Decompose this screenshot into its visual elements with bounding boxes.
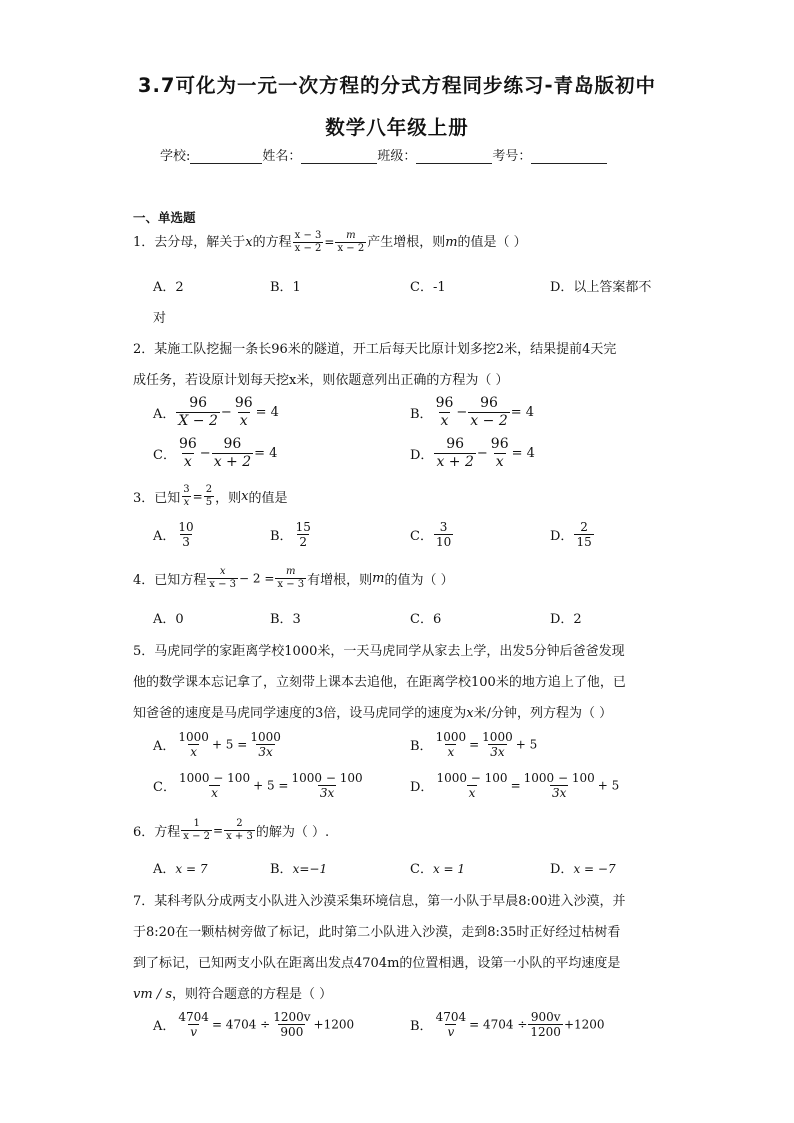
q2-option-b[interactable]: B． $\frac{96}{x}$ − $\frac{96}{x - 2}$ = 4 <box>410 395 535 429</box>
q5-option-a[interactable]: A． $\frac{1000}{x}$ + 5 = $\frac{1000}{3x}$ <box>153 730 281 759</box>
q5-option-d[interactable]: D． $\frac{1000 - 100}{x}$ = $\frac{1000 - 100}{3x}$ + 5 <box>410 771 620 800</box>
school-label: 学校: <box>160 149 191 164</box>
q6-option-b[interactable]: B．x=−1 <box>270 862 328 877</box>
question-4: 4．已知方程 $\frac{x}{x - 3}$ − 2 = $\frac{m}{x - 3}$ 有增根，则m的值为（ ） <box>133 566 454 590</box>
question-6: 6．方程 $\frac{1}{x - 2}$ = $\frac{2}{x + 3}$ 的解为（ ）. <box>133 818 330 842</box>
q1-option-d-wrap: 对 <box>153 311 167 326</box>
q1-text-mid: 的方程 <box>252 235 292 250</box>
question-5-line3: 知爸爸的速度是马虎同学速度的3倍，设马虎同学的速度为x米/分钟，列方程为（ ） <box>133 706 613 721</box>
q1-option-d[interactable]: D．以上答案都不 <box>550 280 652 295</box>
question-2-line2: 成任务，若设原计划每天挖x米，则依题意列出正确的方程为（ ） <box>133 373 509 388</box>
q4-option-b[interactable]: B．3 <box>270 612 301 627</box>
q6-option-c[interactable]: C．x = 1 <box>410 862 466 877</box>
q6-option-a[interactable]: A．x = 7 <box>153 862 208 877</box>
q1-var-x: x <box>245 235 253 250</box>
q1-text-end: 的值是（ ） <box>457 235 527 250</box>
question-7-line1: 7．某科考队分成两支小队进入沙漠采集环境信息，第一小队于早晨8:00进入沙漠，并 <box>133 894 626 909</box>
q1-option-b[interactable]: B．1 <box>270 280 301 295</box>
q1-text-post: 产生增根，则 <box>367 235 446 250</box>
q2-option-c[interactable]: C． $\frac{96}{x}$ − $\frac{96}{x + 2}$ = 4 <box>153 436 278 470</box>
question-3: 3．已知 $\frac{3}{x}$ = $\frac{2}{5}$ ，则x的值是 <box>133 484 288 508</box>
q6-option-d[interactable]: D．x = −7 <box>550 862 616 877</box>
q7-option-a[interactable]: A． $\frac{4704}{v}$ = 4704 ÷ $\frac{1200v}{900}$ +1200 <box>153 1010 355 1039</box>
question-7-line2: 于8:20在一颗枯树旁做了标记，此时第二小队进入沙漠，走到8:35时正好经过枯树看 <box>133 925 621 940</box>
school-blank[interactable] <box>190 149 262 164</box>
page-title-line2: 数学八年级上册 <box>325 116 469 139</box>
q7-option-b[interactable]: B． $\frac{4704}{v}$ = 4704 ÷ $\frac{900v}{1200}$ +1200 <box>410 1010 605 1039</box>
q5-option-b[interactable]: B． $\frac{1000}{x}$ = $\frac{1000}{3x}$ + 5 <box>410 730 538 759</box>
q3-option-d[interactable]: D． $\frac{2}{15}$ <box>550 520 592 549</box>
q4-option-a[interactable]: A．0 <box>153 612 184 627</box>
name-blank[interactable] <box>301 149 377 164</box>
q3-option-a[interactable]: A． $\frac{10}{3}$ <box>153 520 194 549</box>
id-blank[interactable] <box>531 149 607 164</box>
question-7-line3: 到了标记，已知两支小队在距离出发点4704m的位置相遇，设第一小队的平均速度是 <box>133 956 621 971</box>
class-label: 班级： <box>377 149 417 164</box>
question-5-line2: 他的数学课本忘记拿了，立刻带上课本去追他，在距离学校100米的地方追上了他，已 <box>133 675 626 690</box>
q5-option-c[interactable]: C． $\frac{1000 - 100}{x}$ + 5 = $\frac{1000 - 100}{3x}$ <box>153 771 363 800</box>
q1-text-pre: 1．去分母，解关于 <box>133 235 246 250</box>
question-5-line1: 5．马虎同学的家距离学校1000米，一天马虎同学从家去上学，出发5分钟后爸爸发现 <box>133 644 625 659</box>
section-title: 一、单选题 <box>133 210 196 225</box>
q1-option-a[interactable]: A．2 <box>153 280 184 295</box>
question-1 <box>133 230 527 255</box>
q4-option-c[interactable]: C．6 <box>410 612 442 627</box>
page-title-line1: 3.7可化为一元一次方程的分式方程同步练习-青岛版初中 <box>137 74 657 97</box>
question-7-line4: vm / s，则符合题意的方程是（ ） <box>133 987 333 1002</box>
question-2-line1: 2．某施工队挖掘一条长96米的隧道，开工后每天比原计划多挖2米，结果提前4天完 <box>133 342 617 357</box>
q2-option-a[interactable]: A． $\frac{96}{X - 2}$ − $\frac{96}{x}$ = 4 <box>153 395 279 429</box>
q1-option-c[interactable]: C．-1 <box>410 280 446 295</box>
q2-option-d[interactable]: D． $\frac{96}{x + 2}$ − $\frac{96}{x}$ = 4 <box>410 436 535 470</box>
student-info-row <box>160 145 607 164</box>
q3-option-c[interactable]: C． $\frac{3}{10}$ <box>410 520 452 549</box>
name-label: 姓名： <box>262 149 302 164</box>
id-label: 考号： <box>492 149 532 164</box>
q4-option-d[interactable]: D．2 <box>550 612 582 627</box>
q3-option-b[interactable]: B． $\frac{15}{2}$ <box>270 520 311 549</box>
q1-var-m: m <box>445 235 458 250</box>
class-blank[interactable] <box>416 149 492 164</box>
q1-fraction-right: $\frac{m}{x - 2}$ <box>337 230 365 254</box>
q1-equals: = <box>324 235 335 249</box>
q1-fraction-left: $\frac{x - 3}{x - 2}$ <box>294 230 322 254</box>
